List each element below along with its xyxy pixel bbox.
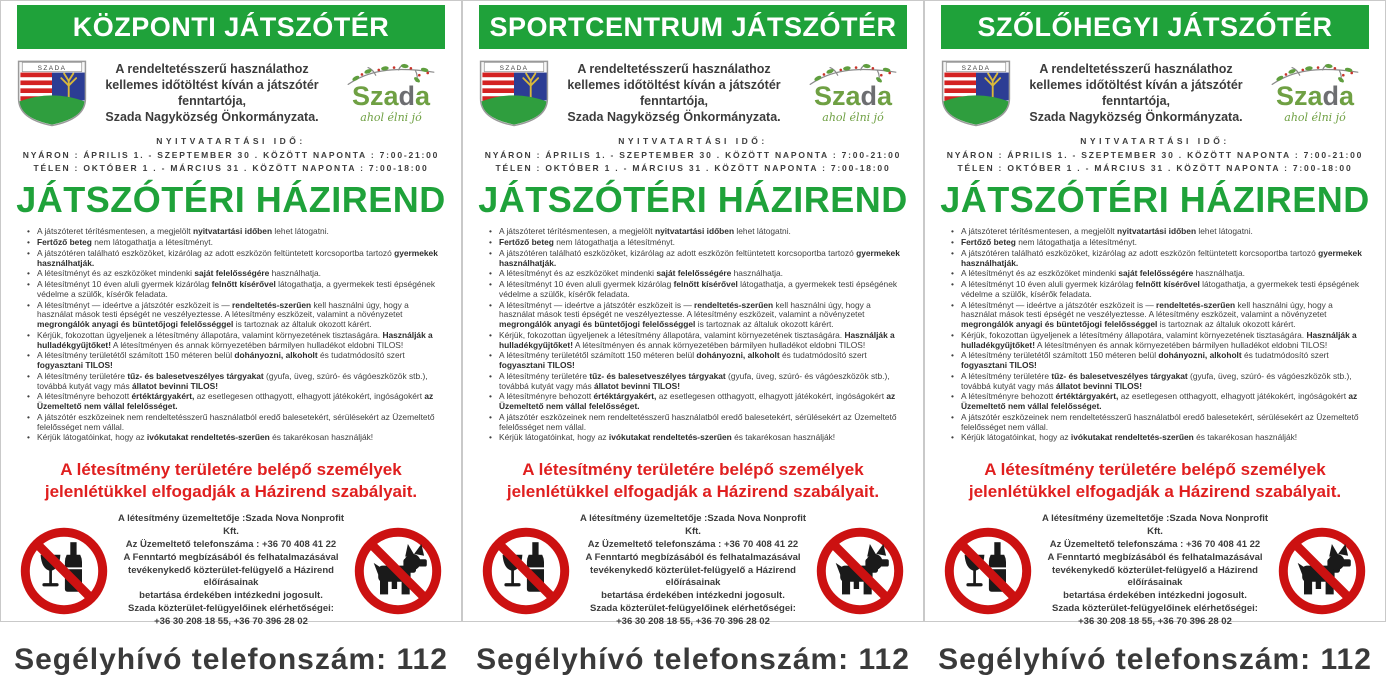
opening-hours-winter: TÉLEN : OKTÓBER 1 . - MÁRCIUS 31 . KÖZÖTT NAPONTA : 7:00-18:00 (495, 163, 891, 174)
poster-title: KÖZPONTI JÁTSZÓTÉR (72, 11, 390, 42)
bottom-row (943, 513, 1367, 628)
szada-logo (333, 63, 449, 124)
logo-part-green2: a (877, 80, 893, 111)
no-dog-icon (1277, 526, 1367, 616)
rule-item: • A létesítményre behozott értéktárgyakért, az esetlegesen otthagyott, elhagyott játékokért, ingóságokért az Üzemeltető nem vállal felelősséget. (37, 392, 441, 412)
poster-title-bar (941, 5, 1369, 49)
bottom-row (481, 513, 905, 628)
rule-item: • Fertőző beteg nem látogathatja a létesítményt. (37, 238, 441, 248)
szada-logo-text (795, 80, 911, 111)
coat-of-arms-icon (13, 57, 91, 129)
rule-item: • A létesítményt — ideértve a játszótér eszközeit is — rendeltetés-szerűen kell használni úgy, hogy a használat mások testi épségét ne veszélyeztesse. A létesítmény eszközeit, valamint a növényzetet megrongálók anyagi és büntetőjogi felelősséggel is tartoznak az általuk okozott kárért. (499, 301, 903, 330)
opening-hours-winter: TÉLEN : OKTÓBER 1 . - MÁRCIUS 31 . KÖZÖTT NAPONTA : 7:00-18:00 (957, 163, 1353, 174)
no-alcohol-icon (481, 526, 571, 616)
rule-item: • Kérjük, fokozottan ügyeljenek a létesítmény állapotára, valamint környezetének tisztaságára. Használják a hulladékgyűjtőket! A létesítményen és annak környezetében bármilyen hulladékot eldobni TILOS! (37, 331, 441, 351)
opening-hours-winter: TÉLEN : OKTÓBER 1 . - MÁRCIUS 31 . KÖZÖTT NAPONTA : 7:00-18:00 (33, 163, 429, 174)
rule-item: • A létesítmény területére tűz- és balesetveszélyes tárgyakat (gyufa, üveg, szúró- és vágóeszközök stb.), továbbá kutyát vagy más állatot bevinni TILOS! (37, 372, 441, 392)
rule-item: • A létesítményt és az eszközöket mindenki saját felelősségére használhatja. (961, 269, 1365, 279)
emergency-number: Segélyhívó telefonszám: 112 (14, 642, 448, 676)
rule-item: • A létesítmény területére tűz- és balesetveszélyes tárgyakat (gyufa, üveg, szúró- és vágóeszközök stb.), továbbá kutyát vagy más állatot bevinni TILOS! (961, 372, 1365, 392)
text-line: Szada közterület-felügyelőinek elérhetőségei: (128, 602, 334, 614)
brand-row (937, 57, 1373, 129)
opening-hours (935, 136, 1375, 175)
text-line: betartása érdekében intézkedni jogosult. (1063, 590, 1247, 602)
rule-item: • A létesítményt 10 éven aluli gyermek kizárólag felnőtt kísérővel látogathatja, a gyermekek testi épségének védelme a szülők, kísérők feladata. (37, 280, 441, 300)
logo-part-green: Sza (351, 80, 399, 111)
text-line: tevékenykedő közterület-felügyelő a Házirend előírásainak (590, 564, 796, 589)
rule-item: • Kérjük, fokozottan ügyeljenek a létesítmény állapotára, valamint környezetének tisztaságára. Használják a hulladékgyűjtőket! A létesítményen és annak környezetében bármilyen hulladékot eldobni TILOS! (499, 331, 903, 351)
szada-logo-text (1257, 80, 1373, 111)
no-dog-icon (815, 526, 905, 616)
no-alcohol-icon (19, 526, 109, 616)
bottom-row (19, 513, 443, 628)
intro-text (553, 61, 795, 126)
rule-item: • A létesítmény területétől számított 150 méteren belül dohányozni, alkoholt és tudatmódosító szert fogyasztani TILOS! (961, 351, 1365, 371)
opening-hours-summer: NYÁRON : ÁPRILIS 1. - SZEPTEMBER 30 . KÖZÖTT NAPONTA : 7:00-21:00 (22, 150, 440, 160)
intro-text (91, 61, 333, 126)
text-line: Szada Nagyközség Önkormányzata. (105, 110, 319, 125)
house-rules-title: JÁTSZÓTÉRI HÁZIREND (940, 179, 1370, 221)
house-rules-title: JÁTSZÓTÉRI HÁZIREND (478, 179, 908, 221)
no-dog-icon (353, 526, 443, 616)
rule-item: • A játszótéren található eszközöket, kizárólag az adott eszközön feltüntetett korcsoportba tartozó gyermekek használhatják. (37, 249, 441, 269)
rule-item: • A játszótéren található eszközöket, kizárólag az adott eszközön feltüntetett korcsoportba tartozó gyermekek használhatják. (961, 249, 1365, 269)
rule-item: • A játszótér eszközeinek nem rendeltetésszerű használatból eredő balesetekért, sérülésekért az Üzemeltető felelősséget nem vállal. (37, 413, 441, 433)
opening-hours-summer: NYÁRON : ÁPRILIS 1. - SZEPTEMBER 30 . KÖZÖTT NAPONTA : 7:00-21:00 (484, 150, 902, 160)
rule-item: • Fertőző beteg nem látogathatja a létesítményt. (961, 238, 1365, 248)
rule-item: • A játszóteret térítésmentesen, a megjelölt nyitvatartási időben lehet látogatni. (37, 227, 441, 237)
rule-item: • A létesítmény területétől számított 150 méteren belül dohányozni, alkoholt és tudatmódosító szert fogyasztani TILOS! (37, 351, 441, 371)
logo-part-gray: d (1322, 80, 1339, 111)
text-line: Szada közterület-felügyelőinek elérhetőségei: (1052, 602, 1258, 614)
rule-item: • Kérjük látogatóinkat, hogy az ivókutakat rendeltetés-szerűen és takarékosan használják! (37, 433, 441, 443)
rule-item: • A létesítményt 10 éven aluli gyermek kizárólag felnőtt kísérővel látogathatja, a gyermekek testi épségének védelme a szülők, kísérők feladata. (499, 280, 903, 300)
intro-text (1015, 61, 1257, 126)
poster-kozponti (0, 0, 462, 676)
rule-item: • Fertőző beteg nem látogathatja a létesítményt. (499, 238, 903, 248)
text-line: kellemes időtöltést kíván a játszótér fenntartója, (1029, 77, 1243, 108)
text-line: A rendeltetésszerű használathoz (115, 61, 309, 76)
text-line: Az Üzemeltető telefonszáma : +36 70 408 41 22 (125, 538, 337, 550)
poster-title: SPORTCENTRUM JÁTSZÓTÉR (489, 11, 897, 42)
rule-item: • A létesítményt és az eszközöket mindenki saját felelősségére használhatja. (499, 269, 903, 279)
opening-hours-summer: NYÁRON : ÁPRILIS 1. - SZEPTEMBER 30 . KÖZÖTT NAPONTA : 7:00-21:00 (946, 150, 1364, 160)
rule-item: • A létesítményt 10 éven aluli gyermek kizárólag felnőtt kísérővel látogathatja, a gyermekek testi épségének védelme a szülők, kísérők feladata. (961, 280, 1365, 300)
logo-part-green: Sza (1275, 80, 1323, 111)
poster-sportcentrum (462, 0, 924, 676)
rule-item: • A létesítményre behozott értéktárgyakért, az esetlegesen otthagyott, elhagyott játékokért, ingóságokért az Üzemeltető nem vállal felelősséget. (499, 392, 903, 412)
rule-item: • A játszóteret térítésmentesen, a megjelölt nyitvatartási időben lehet látogatni. (961, 227, 1365, 237)
text-line: kellemes időtöltést kíván a játszótér fenntartója, (567, 77, 781, 108)
text-line: A rendeltetésszerű használathoz (577, 61, 771, 76)
opening-hours-title: NYITVATARTÁSI IDŐ: (1080, 136, 1230, 146)
red-notice: A létesítmény területére belépő személyek jelenlétükkel elfogadják a Házirend szabályait. (506, 460, 880, 502)
rule-item: • Kérjük látogatóinkat, hogy az ivókutakat rendeltetés-szerűen és takarékosan használják! (961, 433, 1365, 443)
text-line: Szada Nagyközség Önkormányzata. (1029, 110, 1243, 125)
opening-hours (11, 136, 451, 175)
rules-list (949, 227, 1365, 443)
emergency-number: Segélyhívó telefonszám: 112 (476, 642, 910, 676)
no-alcohol-icon (943, 526, 1033, 616)
szada-logo-tagline: ahol élni jó (822, 110, 884, 124)
text-line: Az Üzemeltető telefonszáma : +36 70 408 41 22 (1049, 538, 1261, 550)
poster-szolohegyi (924, 0, 1386, 676)
szada-logo-tagline: ahol élni jó (1284, 110, 1346, 124)
rules-list (25, 227, 441, 443)
logo-part-gray: d (860, 80, 877, 111)
text-line: betartása érdekében intézkedni jogosult. (601, 590, 785, 602)
text-line: +36 30 208 18 55, +36 70 396 28 02 (154, 615, 308, 627)
text-line: +36 30 208 18 55, +36 70 396 28 02 (616, 615, 770, 627)
rule-item: • A létesítmény területétől számított 150 méteren belül dohányozni, alkoholt és tudatmódosító szert fogyasztani TILOS! (499, 351, 903, 371)
poster-title-bar (479, 5, 907, 49)
rule-item: • A létesítményt és az eszközöket mindenki saját felelősségére használhatja. (37, 269, 441, 279)
text-line: A Fenntartó megbízásából és felhatalmazásával (1047, 551, 1263, 563)
rules-list (487, 227, 903, 443)
text-line: A létesítmény üzemeltetője :Szada Nova Nonprofit Kft. (579, 513, 807, 538)
rule-item: • A létesítményt — ideértve a játszótér eszközeit is — rendeltetés-szerűen kell használni úgy, hogy a használat mások testi épségét ne veszélyeztesse. A létesítmény eszközeit, valamint a növényzetet megrongálók anyagi és büntetőjogi felelősséggel is tartoznak az általuk okozott kárért. (961, 301, 1365, 330)
logo-part-green2: a (415, 80, 431, 111)
brand-row (13, 57, 449, 129)
text-line: A Fenntartó megbízásából és felhatalmazásával (123, 551, 339, 563)
operator-info (109, 513, 353, 628)
szada-logo (1257, 63, 1373, 124)
rule-item: • A létesítményre behozott értéktárgyakért, az esetlegesen otthagyott, elhagyott játékokért, ingóságokért az Üzemeltető nem vállal felelősséget. (961, 392, 1365, 412)
rule-item: • A játszótér eszközeinek nem rendeltetésszerű használatból eredő balesetekért, sérülésekért az Üzemeltető felelősséget nem vállal. (499, 413, 903, 433)
emergency-number: Segélyhívó telefonszám: 112 (938, 642, 1372, 676)
text-line: A létesítmény üzemeltetője :Szada Nova Nonprofit Kft. (117, 513, 345, 538)
rule-item: • A játszótér eszközeinek nem rendeltetésszerű használatból eredő balesetekért, sérülésekért az Üzemeltető felelősséget nem vállal. (961, 413, 1365, 433)
brand-row (475, 57, 911, 129)
text-line: tevékenykedő közterület-felügyelő a Házirend előírásainak (128, 564, 334, 589)
logo-part-green: Sza (813, 80, 861, 111)
logo-part-green2: a (1339, 80, 1355, 111)
coat-of-arms-icon (475, 57, 553, 129)
red-notice: A létesítmény területére belépő személyek jelenlétükkel elfogadják a Házirend szabályait. (968, 460, 1342, 502)
opening-hours-title: NYITVATARTÁSI IDŐ: (156, 136, 306, 146)
szada-logo (795, 63, 911, 124)
opening-hours (473, 136, 913, 175)
logo-part-gray: d (398, 80, 415, 111)
rule-item: • A létesítményt — ideértve a játszótér eszközeit is — rendeltetés-szerűen kell használni úgy, hogy a használat mások testi épségét ne veszélyeztesse. A létesítmény eszközeit, valamint a növényzetet megrongálók anyagi és büntetőjogi felelősséggel is tartoznak az általuk okozott kárért. (37, 301, 441, 330)
text-line: A rendeltetésszerű használathoz (1039, 61, 1233, 76)
house-rules-title: JÁTSZÓTÉRI HÁZIREND (16, 179, 446, 221)
text-line: Az Üzemeltető telefonszáma : +36 70 408 41 22 (587, 538, 799, 550)
text-line: betartása érdekében intézkedni jogosult. (139, 590, 323, 602)
operator-info (1033, 513, 1277, 628)
text-line: Szada Nagyközség Önkormányzata. (567, 110, 781, 125)
rule-item: • A játszóteret térítésmentesen, a megjelölt nyitvatartási időben lehet látogatni. (499, 227, 903, 237)
rule-item: • Kérjük látogatóinkat, hogy az ivókutakat rendeltetés-szerűen és takarékosan használják! (499, 433, 903, 443)
rule-item: • A létesítmény területére tűz- és balesetveszélyes tárgyakat (gyufa, üveg, szúró- és vágóeszközök stb.), továbbá kutyát vagy más állatot bevinni TILOS! (499, 372, 903, 392)
red-notice: A létesítmény területére belépő személyek jelenlétükkel elfogadják a Házirend szabályait. (44, 460, 418, 502)
text-line: A Fenntartó megbízásából és felhatalmazásával (585, 551, 801, 563)
text-line: Szada közterület-felügyelőinek elérhetőségei: (590, 602, 796, 614)
poster-title: SZŐLŐHEGYI JÁTSZÓTÉR (977, 11, 1333, 42)
text-line: +36 30 208 18 55, +36 70 396 28 02 (1078, 615, 1232, 627)
rule-item: • Kérjük, fokozottan ügyeljenek a létesítmény állapotára, valamint környezetének tisztaságára. Használják a hulladékgyűjtőket! A létesítményen és annak környezetében bármilyen hulladékot eldobni TILOS! (961, 331, 1365, 351)
rule-item: • A játszótéren található eszközöket, kizárólag az adott eszközön feltüntetett korcsoportba tartozó gyermekek használhatják. (499, 249, 903, 269)
operator-info (571, 513, 815, 628)
text-line: A létesítmény üzemeltetője :Szada Nova Nonprofit Kft. (1041, 513, 1269, 538)
szada-logo-text (333, 80, 449, 111)
text-line: kellemes időtöltést kíván a játszótér fenntartója, (105, 77, 319, 108)
szada-logo-tagline: ahol élni jó (360, 110, 422, 124)
poster-title-bar (17, 5, 445, 49)
opening-hours-title: NYITVATARTÁSI IDŐ: (618, 136, 768, 146)
coat-of-arms-icon (937, 57, 1015, 129)
text-line: tevékenykedő közterület-felügyelő a Házirend előírásainak (1052, 564, 1258, 589)
